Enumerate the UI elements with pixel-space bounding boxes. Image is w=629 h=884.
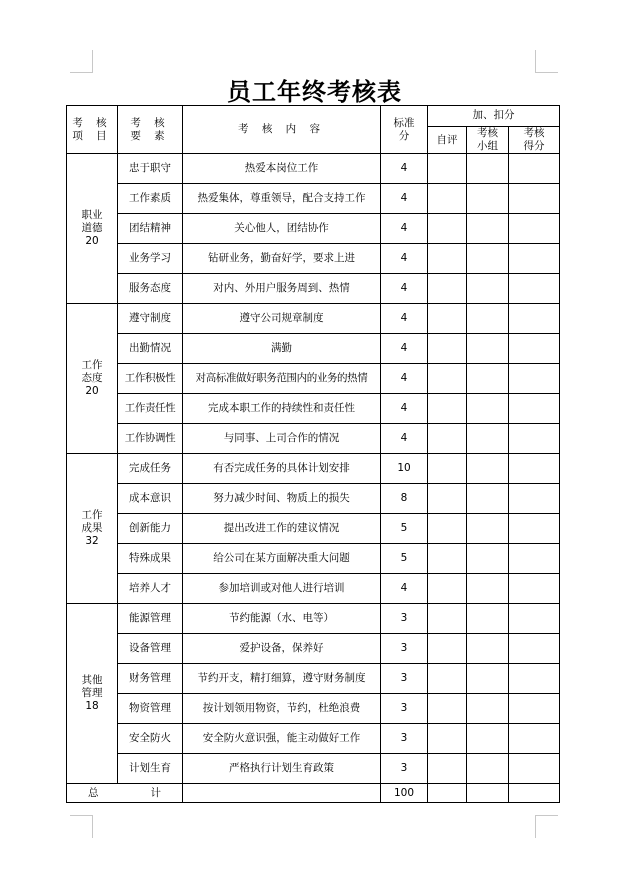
final-score-input[interactable] [509, 544, 560, 574]
standard-score-cell: 3 [381, 664, 428, 694]
group-score-input[interactable] [467, 304, 509, 334]
table-row [67, 634, 560, 664]
table-row [67, 364, 560, 394]
self-score-input[interactable] [428, 484, 467, 514]
standard-score-cell: 4 [381, 154, 428, 184]
final-score-input[interactable] [509, 424, 560, 454]
self-score-input[interactable] [428, 574, 467, 604]
element-cell: 工作责任性 [118, 394, 183, 424]
element-cell: 忠于职守 [118, 154, 183, 184]
final-score-input[interactable] [509, 334, 560, 364]
content-cell: 节约能源（水、电等） [183, 604, 381, 634]
element-cell: 设备管理 [118, 634, 183, 664]
element-cell: 能源管理 [118, 604, 183, 634]
group-label: 工作 成果 32 [67, 454, 118, 604]
header-item: 考 核 项 目 [67, 106, 118, 154]
group-score-input[interactable] [467, 664, 509, 694]
final-score-input[interactable] [509, 574, 560, 604]
standard-score-cell: 3 [381, 694, 428, 724]
element-cell: 特殊成果 [118, 544, 183, 574]
self-score-input[interactable] [428, 214, 467, 244]
group-score-input[interactable] [467, 454, 509, 484]
final-score-input[interactable] [509, 664, 560, 694]
header-self: 自评 [428, 127, 467, 154]
self-score-input[interactable] [428, 694, 467, 724]
standard-score-cell: 4 [381, 364, 428, 394]
self-score-input[interactable] [428, 154, 467, 184]
standard-score-cell: 8 [381, 484, 428, 514]
table-row [67, 244, 560, 274]
group-score-input[interactable] [467, 334, 509, 364]
element-cell: 创新能力 [118, 514, 183, 544]
standard-score-cell: 4 [381, 184, 428, 214]
final-score-input[interactable] [509, 514, 560, 544]
content-cell: 严格执行计划生育政策 [183, 754, 381, 784]
standard-score-cell: 3 [381, 754, 428, 784]
table-row [67, 274, 560, 304]
content-cell: 努力减少时间、物质上的损失 [183, 484, 381, 514]
group-score-input[interactable] [467, 214, 509, 244]
final-score-input[interactable] [509, 154, 560, 184]
self-score-input[interactable] [428, 424, 467, 454]
element-cell: 工作协调性 [118, 424, 183, 454]
header-element: 考 核 要 素 [118, 106, 183, 154]
group-score-input[interactable] [467, 424, 509, 454]
standard-score-cell: 4 [381, 214, 428, 244]
crop-mark-top-right [535, 50, 558, 73]
total-self-input[interactable] [428, 784, 467, 803]
table-row [67, 214, 560, 244]
group-score-input[interactable] [467, 544, 509, 574]
standard-score-cell: 3 [381, 634, 428, 664]
final-score-input[interactable] [509, 484, 560, 514]
self-score-input[interactable] [428, 334, 467, 364]
group-score-input[interactable] [467, 274, 509, 304]
header-bonus: 加、扣分 [428, 106, 560, 127]
final-score-input[interactable] [509, 604, 560, 634]
standard-score-cell: 4 [381, 574, 428, 604]
self-score-input[interactable] [428, 544, 467, 574]
final-score-input[interactable] [509, 724, 560, 754]
total-content-cell [183, 784, 381, 803]
table-row [67, 334, 560, 364]
crop-mark-top-left [70, 50, 93, 73]
header-content: 考 核 内 容 [183, 106, 381, 154]
element-cell: 成本意识 [118, 484, 183, 514]
self-score-input[interactable] [428, 394, 467, 424]
standard-score-cell: 4 [381, 334, 428, 364]
final-score-input[interactable] [509, 634, 560, 664]
content-cell: 提出改进工作的建议情况 [183, 514, 381, 544]
header-score: 考核 得分 [509, 127, 560, 154]
element-cell: 财务管理 [118, 664, 183, 694]
group-score-input[interactable] [467, 184, 509, 214]
group-label: 其他 管理 18 [67, 604, 118, 784]
standard-score-cell: 5 [381, 514, 428, 544]
group-score-input[interactable] [467, 514, 509, 544]
table-row [67, 394, 560, 424]
content-cell: 钻研业务，勤奋好学，要求上进 [183, 244, 381, 274]
self-score-input[interactable] [428, 304, 467, 334]
self-score-input[interactable] [428, 604, 467, 634]
final-score-input[interactable] [509, 454, 560, 484]
group-score-input[interactable] [467, 154, 509, 184]
header-group: 考核 小组 [467, 127, 509, 154]
element-cell: 业务学习 [118, 244, 183, 274]
element-cell: 服务态度 [118, 274, 183, 304]
self-score-input[interactable] [428, 754, 467, 784]
table-row [67, 154, 560, 184]
content-cell: 对内、外用户服务周到、热情 [183, 274, 381, 304]
content-cell: 按计划领用物资，节约，杜绝浪费 [183, 694, 381, 724]
group-score-input[interactable] [467, 634, 509, 664]
group-score-input[interactable] [467, 244, 509, 274]
self-score-input[interactable] [428, 454, 467, 484]
standard-score-cell: 10 [381, 454, 428, 484]
element-cell: 计划生育 [118, 754, 183, 784]
table-row [67, 574, 560, 604]
self-score-input[interactable] [428, 364, 467, 394]
total-row [67, 784, 560, 803]
self-score-input[interactable] [428, 244, 467, 274]
page-title: 员工年终考核表 [227, 77, 402, 106]
final-score-input[interactable] [509, 214, 560, 244]
element-cell: 遵守制度 [118, 304, 183, 334]
content-cell: 爱护设备，保养好 [183, 634, 381, 664]
element-cell: 完成任务 [118, 454, 183, 484]
group-score-input[interactable] [467, 364, 509, 394]
final-score-input[interactable] [509, 394, 560, 424]
table-row [67, 514, 560, 544]
self-score-input[interactable] [428, 514, 467, 544]
content-cell: 满勤 [183, 334, 381, 364]
table-row [67, 724, 560, 754]
evaluation-table [66, 105, 560, 803]
standard-score-cell: 4 [381, 274, 428, 304]
group-score-input[interactable] [467, 604, 509, 634]
final-score-input[interactable] [509, 754, 560, 784]
table-row [67, 454, 560, 484]
content-cell: 热爱本岗位工作 [183, 154, 381, 184]
group-label: 工作 态度 20 [67, 304, 118, 454]
element-cell: 安全防火 [118, 724, 183, 754]
group-score-input[interactable] [467, 754, 509, 784]
final-score-input[interactable] [509, 184, 560, 214]
table-row [67, 184, 560, 214]
total-final-input[interactable] [509, 784, 560, 803]
total-group-input[interactable] [467, 784, 509, 803]
total-label: 总 计 [67, 784, 183, 803]
element-cell: 培养人才 [118, 574, 183, 604]
standard-score-cell: 3 [381, 724, 428, 754]
table-row [67, 484, 560, 514]
standard-score-cell: 4 [381, 394, 428, 424]
element-cell: 工作素质 [118, 184, 183, 214]
content-cell: 参加培训或对他人进行培训 [183, 574, 381, 604]
content-cell: 完成本职工作的持续性和责任性 [183, 394, 381, 424]
standard-score-cell: 4 [381, 244, 428, 274]
crop-mark-bottom-left [70, 815, 93, 838]
standard-score-cell: 4 [381, 424, 428, 454]
self-score-input[interactable] [428, 664, 467, 694]
content-cell: 安全防火意识强，能主动做好工作 [183, 724, 381, 754]
table-row [67, 304, 560, 334]
table-row [67, 424, 560, 454]
self-score-input[interactable] [428, 634, 467, 664]
group-score-input[interactable] [467, 484, 509, 514]
standard-score-cell: 3 [381, 604, 428, 634]
content-cell: 热爱集体，尊重领导，配合支持工作 [183, 184, 381, 214]
content-cell: 给公司在某方面解决重大问题 [183, 544, 381, 574]
group-score-input[interactable] [467, 694, 509, 724]
table-row [67, 604, 560, 634]
element-cell: 物资管理 [118, 694, 183, 724]
standard-score-cell: 5 [381, 544, 428, 574]
self-score-input[interactable] [428, 184, 467, 214]
element-cell: 工作积极性 [118, 364, 183, 394]
content-cell: 遵守公司规章制度 [183, 304, 381, 334]
content-cell: 有否完成任务的具体计划安排 [183, 454, 381, 484]
element-cell: 团结精神 [118, 214, 183, 244]
table-row [67, 754, 560, 784]
crop-mark-bottom-right [535, 815, 558, 838]
content-cell: 关心他人，团结协作 [183, 214, 381, 244]
header-standard: 标准 分 [381, 106, 428, 154]
content-cell: 节约开支，精打细算，遵守财务制度 [183, 664, 381, 694]
final-score-input[interactable] [509, 364, 560, 394]
table-row [67, 664, 560, 694]
element-cell: 出勤情况 [118, 334, 183, 364]
final-score-input[interactable] [509, 274, 560, 304]
final-score-input[interactable] [509, 244, 560, 274]
group-score-input[interactable] [467, 394, 509, 424]
group-label: 职业 道德 20 [67, 154, 118, 304]
standard-score-cell: 4 [381, 304, 428, 334]
content-cell: 与同事、上司合作的情况 [183, 424, 381, 454]
self-score-input[interactable] [428, 274, 467, 304]
final-score-input[interactable] [509, 694, 560, 724]
table-row [67, 694, 560, 724]
total-standard: 100 [381, 784, 428, 803]
group-score-input[interactable] [467, 724, 509, 754]
group-score-input[interactable] [467, 574, 509, 604]
content-cell: 对高标准做好职务范围内的业务的热情 [183, 364, 381, 394]
final-score-input[interactable] [509, 304, 560, 334]
table-row [67, 544, 560, 574]
self-score-input[interactable] [428, 724, 467, 754]
